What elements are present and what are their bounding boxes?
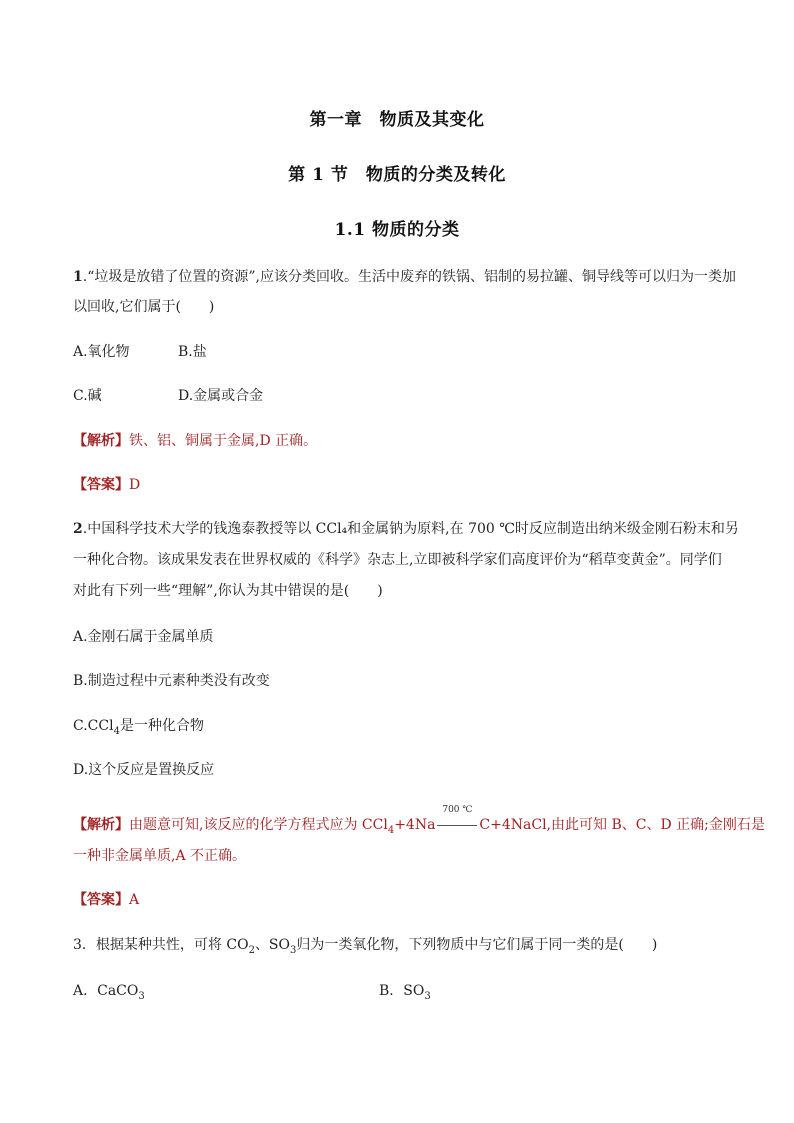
q1-option-c: C.碱 [73,388,102,404]
q2-analysis-post: C+4NaCl,由此可知 B、C、D 正确;金刚石是 [479,817,765,833]
q1-analysis [73,432,733,450]
q3-stem-pre: ．根据某种共性，可将 CO [81,937,249,953]
q2-stem-line3: 对此有下列一些“理解”,你认为其中错误的是( ) [73,583,383,599]
q2-answer-text: A [129,892,140,908]
q2-option-c-sub: 4 [113,725,120,737]
q2-analysis-line1 [73,805,765,836]
q2-option-a: A.金刚石属于金属单质 [73,629,214,645]
q3-option-a [73,983,145,1002]
q3-option-b-text: B．SO [379,983,425,999]
q1-analysis-text: 铁、铝、铜属于金属,D 正确。 [129,433,318,449]
q3-option-b-sub: 3 [424,990,431,1002]
q3-option-a-sub: 3 [138,990,145,1002]
q1-stem-text1: .“垃圾是放错了位置的资源”,应该分类回收。生活中废弃的铁锅、铝制的易拉罐、铜导线等可以归为一类加 [82,269,736,285]
q2-analysis-line2 [73,847,733,865]
reaction-condition: 700 ℃ [442,805,473,815]
q2-option-c-post: 是一种化合物 [119,718,204,734]
q1-number: 1 [73,269,83,285]
chapter-title: 第一章 物质及其变化 [309,110,485,130]
q1-answer-tag: 【答案】 [73,477,129,493]
q2-answer-tag: 【答案】 [73,892,129,908]
reaction-line [437,825,477,826]
q1-options-row1 [73,343,733,361]
q2-option-b: B.制造过程中元素种类没有改变 [73,673,270,689]
q3-options-row1 [73,982,733,1000]
q1-answer [73,476,733,494]
subsection-title: 1.1 物质的分类 [334,220,460,240]
q2-number: 2 [73,521,83,537]
q3-stem-post: 归为一类氧化物，下列物质中与它们属于同一类的是( ) [296,937,658,953]
q2-stem-text1: .中国科学技术大学的钱逸泰教授等以 CCl₄和金属钠为原料,在 700 ℃时反应制造出纳米级金刚石粉末和另 [82,521,739,537]
q3-stem-sub1: 2 [248,944,255,956]
q3-stem [73,936,733,954]
q2-option-d: D.这个反应是置换反应 [73,762,215,778]
q3-stem-sub2: 3 [290,944,297,956]
q2-analysis-pre: 由题意可知,该反应的化学方程式应为 CCl [129,817,388,833]
q3-stem-mid: 、SO [254,937,291,953]
q1-analysis-tag: 【解析】 [73,433,129,449]
q1-stem-line1 [73,268,736,286]
q2-answer [73,891,733,909]
q1-options-row2 [73,387,733,405]
q1-option-b: B.盐 [178,344,207,360]
section-title: 第 1 节 物质的分类及转化 [288,165,506,185]
q2-stem-line1 [73,520,739,538]
q2-analysis-mid: +4Na [394,817,436,833]
q2-analysis-tag: 【解析】 [73,817,129,833]
q3-number: 3 [73,937,82,953]
q1-stem-line2: 以回收,它们属于( ) [73,299,215,315]
q2-analysis-sub: 4 [387,824,395,836]
q2-analysis-line2-text: 一种非金属单质,A 不正确。 [73,848,247,864]
q3-option-a-text: A．CaCO [73,983,139,999]
q1-answer-text: D [129,477,141,493]
q1-option-d: D.金属或合金 [178,388,264,404]
q1-option-a: A.氧化物 [73,344,130,360]
q2-option-c [73,717,733,735]
q2-option-c-pre: C.CCl [73,718,114,734]
reaction-arrow [435,805,479,834]
q2-stem-line2: 一种化合物。该成果发表在世界权威的《科学》杂志上,立即被科学家们高度评价为“稻草变黄金”。同学们 [73,552,722,568]
q3-option-b [379,982,431,1000]
